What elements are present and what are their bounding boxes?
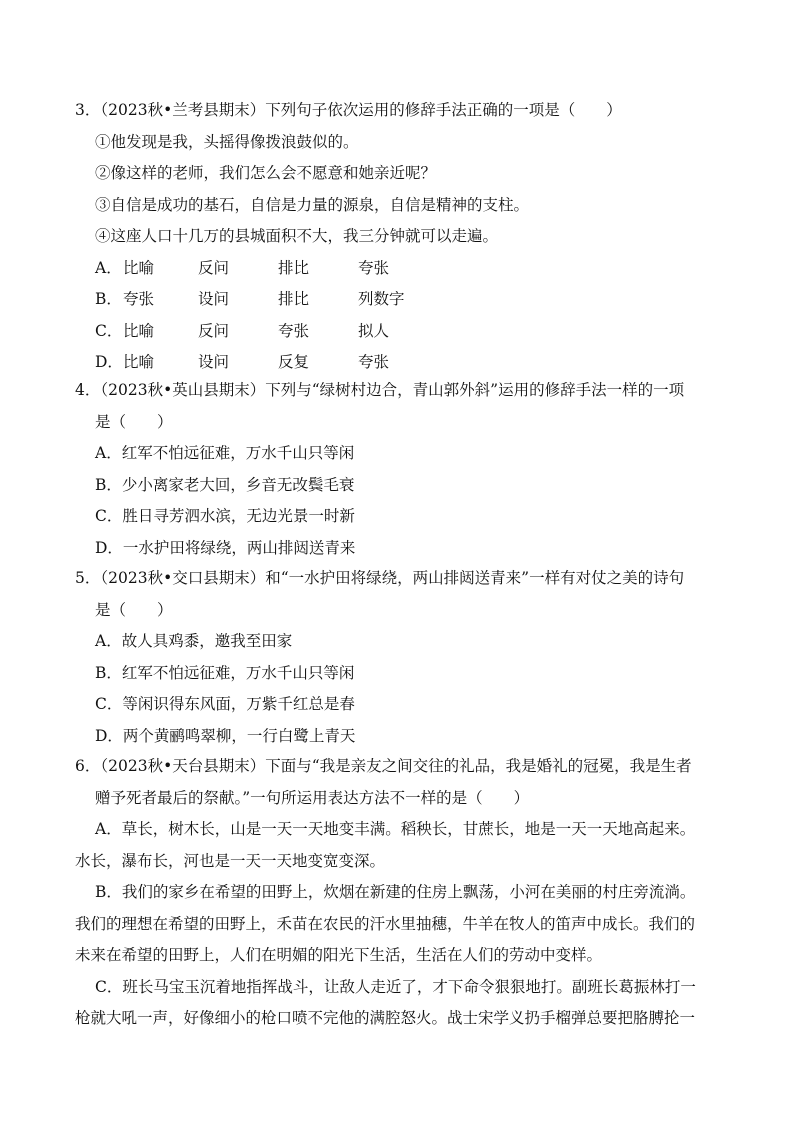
option-c[interactable] bbox=[75, 316, 725, 348]
option-b-line-2: 我们的理想在希望的田野上，禾苗在农民的汗水里抽穗，牛羊在牧人的笛声中成长。我们的 bbox=[75, 914, 696, 933]
option-item: 排比 bbox=[278, 290, 310, 308]
option-item: 比喻 bbox=[123, 321, 155, 340]
option-b-line-3: 未来在希望的田野上，人们在明媚的阳光下生活，生活在人们的劳动中变样。 bbox=[75, 946, 603, 964]
option-letter: B． bbox=[95, 290, 122, 308]
question-number: 5． bbox=[75, 569, 101, 587]
question-5-stem bbox=[75, 563, 725, 595]
option-b[interactable] bbox=[75, 877, 725, 972]
question-stem-text: （2023秋•兰考县期末）下列句子依次运用的修辞手法正确的一项是（ ） bbox=[100, 101, 622, 119]
option-b-line-1: B．我们的家乡在希望的田野上，炊烟在新建的住房上飘荡，小河在美丽的村庄旁流淌。 bbox=[95, 883, 696, 901]
option-d[interactable] bbox=[75, 347, 725, 379]
option-letter: C． bbox=[95, 321, 123, 340]
option-c[interactable]: C．等闲识得东风面，万紫千红总是春 bbox=[95, 695, 355, 713]
option-item: 列数字 bbox=[358, 290, 405, 308]
option-item: 反问 bbox=[198, 258, 230, 277]
option-item: 拟人 bbox=[358, 321, 390, 340]
question-stem-text: （2023秋•英山县期末）下列与“绿树村边合，青山郭外斜”运用的修辞手法一样的一项 bbox=[100, 381, 685, 399]
option-item: 夸张 bbox=[358, 353, 390, 371]
question-stem-text: （2023秋•交口县期末）和“一水护田将绿绕，两山排闼送青来”一样有对仗之美的诗句 bbox=[100, 569, 685, 587]
option-d[interactable]: D．一水护田将绿绕，两山排闼送青来 bbox=[95, 538, 356, 557]
option-item: 反问 bbox=[198, 321, 230, 340]
option-item: 设问 bbox=[198, 353, 230, 371]
option-letter: A． bbox=[95, 258, 122, 277]
option-a[interactable]: A．故人具鸡黍，邀我至田家 bbox=[95, 632, 293, 650]
option-c-line-1: C．班长马宝玉沉着地指挥战斗，让敌人走近了，才下命令狠狠地打。副班长葛振林打一 bbox=[95, 977, 696, 996]
option-item: 设问 bbox=[198, 290, 230, 308]
option-b[interactable] bbox=[75, 284, 725, 316]
option-b[interactable]: B．少小离家老大回，乡音无改鬓毛衰 bbox=[95, 475, 355, 494]
question-number: 3． bbox=[75, 101, 101, 119]
option-item: 排比 bbox=[278, 258, 310, 277]
option-c[interactable] bbox=[75, 972, 725, 1035]
option-a-line-2: 水长，瀑布长，河也是一天一天地变宽变深。 bbox=[75, 851, 386, 870]
option-letter: D． bbox=[95, 353, 123, 371]
option-b[interactable]: B．红军不怕远征难，万水千山只等闲 bbox=[95, 663, 355, 682]
question-3 bbox=[75, 95, 725, 379]
question-stem-continued: 赠予死者最后的祭献。”一句所运用表达方法不一样的是（ ） bbox=[95, 788, 530, 807]
option-a-line-1: A．草长，树木长，山是一天一天地变丰满。稻秧长，甘蔗长，地是一天一天地高起来。 bbox=[95, 820, 696, 838]
option-a[interactable] bbox=[75, 253, 725, 285]
option-c-line-2: 枪就大吼一声，好像细小的枪口喷不完他的满腔怒火。战士宋学义扔手榴弹总要把胳膊抡一 bbox=[75, 1009, 696, 1027]
question-stem-continued: 是（ ） bbox=[95, 600, 173, 619]
option-item: 夸张 bbox=[278, 321, 310, 340]
question-stem-text: （2023秋•天台县期末）下面与“我是亲友之间交往的礼品，我是婚礼的冠冕，我是生者 bbox=[100, 757, 692, 775]
question-3-stem bbox=[75, 95, 725, 127]
question-4 bbox=[75, 375, 725, 564]
question-6-stem bbox=[75, 751, 725, 783]
sentence-3: ③自信是成功的基石，自信是力量的源泉，自信是精神的支柱。 bbox=[95, 195, 530, 214]
sentence-4: ④这座人口十几万的县城面积不大，我三分钟就可以走遍。 bbox=[95, 227, 499, 245]
question-number: 4． bbox=[75, 381, 101, 399]
option-item: 反复 bbox=[278, 353, 310, 371]
question-number: 6． bbox=[75, 757, 101, 775]
question-6 bbox=[75, 751, 725, 1035]
question-stem-continued: 是（ ） bbox=[95, 412, 173, 431]
option-item: 比喻 bbox=[123, 353, 155, 371]
option-item: 夸张 bbox=[123, 290, 155, 308]
option-item: 夸张 bbox=[358, 258, 390, 277]
option-a[interactable] bbox=[75, 814, 725, 877]
sentence-1: ①他发现是我，头摇得像拨浪鼓似的。 bbox=[95, 132, 359, 151]
option-item: 比喻 bbox=[123, 258, 155, 277]
sentence-2: ②像这样的老师，我们怎么会不愿意和她亲近呢？ bbox=[95, 164, 437, 182]
option-d[interactable]: D．两个黄鹂鸣翠柳，一行白鹭上青天 bbox=[95, 726, 356, 745]
option-a[interactable]: A．红军不怕远征难，万水千山只等闲 bbox=[95, 444, 355, 462]
option-c[interactable]: C．胜日寻芳泗水滨，无边光景一时新 bbox=[95, 507, 355, 525]
question-4-stem bbox=[75, 375, 725, 407]
question-5 bbox=[75, 563, 725, 752]
